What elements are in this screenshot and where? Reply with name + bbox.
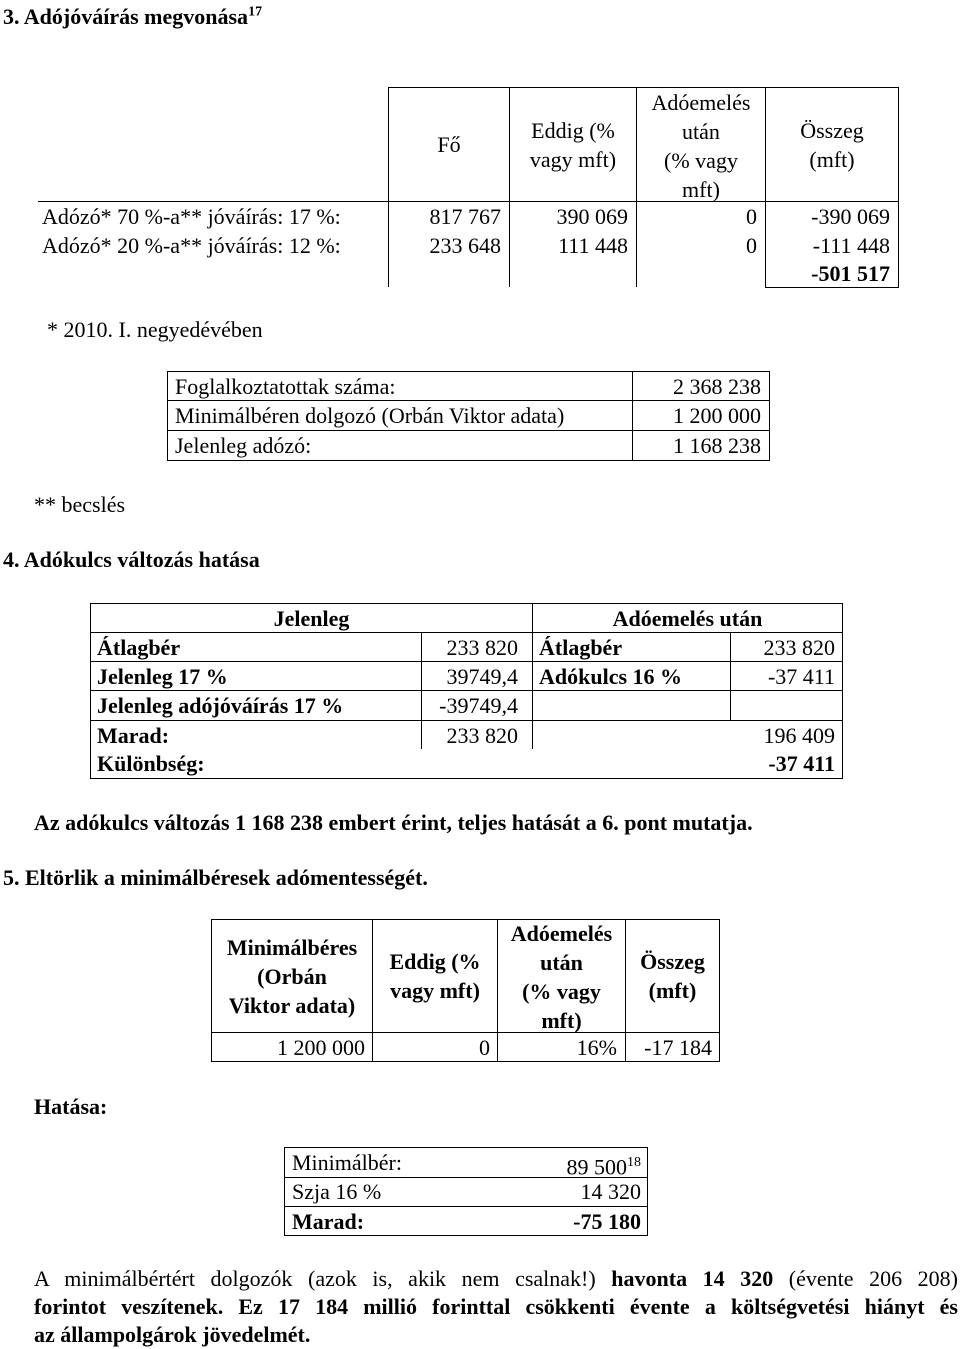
row-label: Adózó* 70 %-a** jóváírás: 17 %: xyxy=(42,204,341,229)
cell-value: 39749,4 xyxy=(446,664,518,689)
cell-osszeg: -111 448 xyxy=(812,233,890,258)
cell-utan: 16% xyxy=(576,1035,617,1060)
cell-label: Átlagbér xyxy=(539,635,623,660)
info-value: 1 168 238 xyxy=(673,433,761,458)
header-osszeg: Összeg (mft) xyxy=(800,118,864,172)
cell-fo: 233 648 xyxy=(429,233,501,258)
header-minimalberes: Minimálbéres (Orbán Viktor adata) xyxy=(226,935,358,1018)
cell-osszeg: -390 069 xyxy=(811,204,890,229)
header-jelenleg: Jelenleg xyxy=(273,606,350,631)
cell-eddig: 390 069 xyxy=(556,204,628,229)
effect-label: Szja 16 % xyxy=(292,1179,382,1204)
final-paragraph-line3: az állampolgárok jövedelmét. xyxy=(34,1322,311,1347)
section4-conclusion: Az adókulcs változás 1 168 238 embert érint, teljes hatását a 6. pont mutatja. xyxy=(34,810,753,835)
cell-value: 233 820 xyxy=(763,635,835,660)
info-label: Minimálbéren dolgozó (Orbán Viktor adata) xyxy=(175,403,565,428)
cell-label: Átlagbér xyxy=(97,635,181,660)
cell-value: -37 411 xyxy=(768,751,835,776)
cell-label: Különbség: xyxy=(97,751,205,776)
effect-value: 89 $500^{18}$ xyxy=(566,1154,641,1180)
footnote-ref: 17 xyxy=(248,4,263,20)
info-value: 1 200 000 xyxy=(673,403,761,428)
cell-value: 196 409 xyxy=(763,723,835,748)
cell-value: -37 411 xyxy=(767,664,835,689)
cell-label: Adókulcs 16 % xyxy=(539,664,683,689)
cell-value: -39749,4 xyxy=(439,693,518,718)
cell-osszeg: -17 184 xyxy=(644,1035,712,1060)
info-value: 2 368 238 xyxy=(673,374,761,399)
section5-heading: 5. Eltörlik a minimálbéresek adómentességét. xyxy=(3,865,428,890)
cell-fo: 817 767 xyxy=(429,204,501,229)
final-paragraph-line1: A minimálbértért dolgozók (azok is, akik nem csalnak!) havonta 14 320 (évente 206 208) xyxy=(34,1266,959,1291)
note-asterisk: * 2010. I. negyedévében xyxy=(47,317,263,342)
effect-label: Minimálbér: xyxy=(292,1150,402,1175)
effect-value: -75 180 xyxy=(573,1209,641,1234)
info-label: Foglalkoztatottak száma: xyxy=(175,374,396,399)
footnote-ref: 18 xyxy=(627,1155,641,1170)
info-label: Jelenleg adózó: xyxy=(175,433,312,458)
header-eddig: Eddig (% vagy mft) xyxy=(389,949,481,1003)
cell-total: -501 517 xyxy=(811,261,890,286)
cell-utan: 0 xyxy=(746,204,757,229)
effect-value: 14 320 xyxy=(580,1179,641,1204)
section3-heading: 3. Adójóváírás megvonása$^{17}$ xyxy=(3,4,263,29)
cell-value: 233 820 xyxy=(446,723,518,748)
cell-min: 1 200 000 xyxy=(277,1035,365,1060)
cell-label: Jelenleg 17 % xyxy=(97,664,228,689)
header-eddig: Eddig (% vagy mft) xyxy=(529,118,617,172)
effect-label: Marad: xyxy=(292,1209,365,1234)
cell-label: Marad: xyxy=(97,723,170,748)
note-double-asterisk: ** becslés xyxy=(34,492,126,517)
row-label: Adózó* 20 %-a** jóváírás: 12 %: xyxy=(42,233,341,258)
hatasa-label: Hatása: xyxy=(34,1094,108,1119)
header-adoemeles-utan: Adóemelés után xyxy=(612,606,763,631)
header-fo: Fő xyxy=(437,132,461,157)
section4-heading: 4. Adókulcs változás hatása xyxy=(3,547,260,572)
header-utan: Adóemelés után (% vagy mft) xyxy=(510,921,613,1033)
cell-eddig: 111 448 xyxy=(558,233,628,258)
cell-eddig: 0 xyxy=(479,1035,490,1060)
header-utan: Adóemelés után (% vagy mft) xyxy=(651,90,751,202)
cell-value: 233 820 xyxy=(446,635,518,660)
header-osszeg: Összeg (mft) xyxy=(640,949,705,1003)
cell-label: Jelenleg adójóváírás 17 % xyxy=(97,693,344,718)
cell-utan: 0 xyxy=(746,233,757,258)
final-paragraph-line2: forintot veszítenek. Ez 17 184 millió forinttal csökkenti évente a költségvetési hiányt és xyxy=(34,1294,958,1319)
